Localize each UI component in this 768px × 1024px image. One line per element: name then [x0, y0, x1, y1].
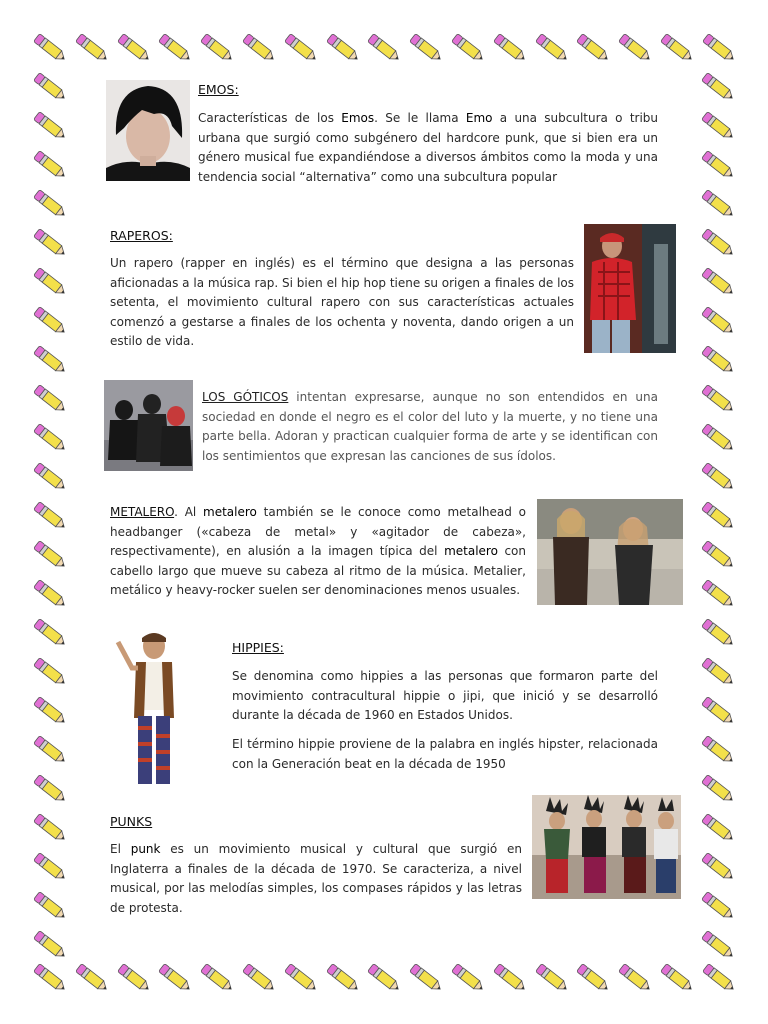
- pencil-icon: [30, 574, 70, 614]
- raperos-text: Un rapero (rapper en inglés) es el término que designa a las personas aficionadas a la música rap. Si bien el hip hop tiene su origen a finales de los setenta, el movimiento cultural rapero con sus características actuales comenzó a gestarse a finales de los ochenta y noventa, dando origen a un estilo de vida.: [110, 256, 574, 348]
- pencil-icon: [30, 496, 70, 536]
- pencil-icon: [698, 925, 738, 965]
- pencil-icon: [72, 958, 112, 998]
- pencil-icon: [364, 28, 404, 68]
- pencil-icon: [281, 28, 321, 68]
- pencil-icon: [406, 28, 446, 68]
- pencil-icon: [615, 28, 655, 68]
- hippies-text-2: El término hippie proviene de la palabra en inglés hipster, relacionada con la Generación beat en la década de 1950: [232, 737, 658, 771]
- punks-text: El punk es un movimiento musical y cultural que surgió en Inglaterra a finales de la década de 1970. Se caracteriza, a nivel musical, por las melodías simples, los compases rápidos y las letras de protesta.: [110, 842, 523, 915]
- pencil-icon: [30, 769, 70, 809]
- emos-title: EMOS:: [198, 82, 239, 97]
- pencil-icon: [30, 145, 70, 185]
- pencil-icon: [698, 67, 738, 107]
- pencil-icon: [30, 886, 70, 926]
- pencil-icon: [698, 847, 738, 887]
- pencil-icon: [657, 958, 697, 998]
- pencil-icon: [573, 28, 613, 68]
- pencil-icon: [72, 28, 112, 68]
- pencil-icon: [698, 691, 738, 731]
- pencil-icon: [448, 28, 488, 68]
- pencil-icon: [155, 28, 195, 68]
- rapper-photo: [584, 224, 676, 353]
- pencil-icon: [197, 958, 237, 998]
- pencil-icon: [698, 808, 738, 848]
- pencil-icon: [30, 925, 70, 965]
- pencil-icon: [30, 691, 70, 731]
- pencil-icon: [406, 958, 446, 998]
- pencil-icon: [698, 535, 738, 575]
- pencil-icon: [30, 730, 70, 770]
- pencil-icon: [114, 28, 154, 68]
- pencil-icon: [698, 457, 738, 497]
- pencil-icon: [490, 958, 530, 998]
- pencil-icon: [30, 106, 70, 146]
- metalero-text: METALERO. Al metalero también se le conoce como metalhead o headbanger («cabeza de metal» y «agitador de cabeza», respectivamente), en alusión a la imagen típica del metalero con cabello largo que mueve su cabeza al ritmo de la música. Metalier, metálico y heavy-rocker suelen ser denominaciones menos usuales.: [110, 505, 527, 597]
- metalero-photo: [537, 499, 683, 605]
- pencil-icon: [698, 886, 738, 926]
- pencil-icon: [615, 958, 655, 998]
- pencil-icon: [30, 535, 70, 575]
- goticos-title: LOS GÓTICOS: [202, 390, 289, 404]
- pencil-icon: [573, 958, 613, 998]
- pencil-icon: [30, 847, 70, 887]
- hippies-text-1: Se denomina como hippies a las personas que formaron parte del movimiento contracultural hippie o jipi, que inició y se desarrolló durante la década de 1960 en Estados Unidos.: [232, 669, 658, 722]
- pencil-icon: [448, 958, 488, 998]
- pencil-icon: [30, 418, 70, 458]
- pencil-icon: [30, 652, 70, 692]
- pencil-icon: [698, 418, 738, 458]
- pencil-icon: [698, 613, 738, 653]
- pencil-icon: [30, 184, 70, 224]
- pencil-icon: [698, 106, 738, 146]
- pencil-icon: [155, 958, 195, 998]
- pencil-icon: [30, 613, 70, 653]
- pencil-icon: [30, 379, 70, 419]
- pencil-icon: [114, 958, 154, 998]
- pencil-icon: [698, 730, 738, 770]
- pencil-icon: [239, 28, 279, 68]
- pencil-icon: [30, 67, 70, 107]
- pencil-icon: [490, 28, 530, 68]
- pencil-icon: [30, 223, 70, 263]
- metalero-title: METALERO: [110, 505, 175, 519]
- pencil-icon: [698, 769, 738, 809]
- pencil-icon: [532, 958, 572, 998]
- pencil-icon: [30, 457, 70, 497]
- pencil-icon: [698, 652, 738, 692]
- pencil-icon: [30, 340, 70, 380]
- pencil-icon: [698, 496, 738, 536]
- pencil-icon: [30, 301, 70, 341]
- pencil-icon: [532, 28, 572, 68]
- pencil-icon: [657, 28, 697, 68]
- pencil-icon: [698, 262, 738, 302]
- goth-photo: [104, 380, 193, 471]
- pencil-icon: [698, 184, 738, 224]
- emo-photo: [106, 80, 190, 181]
- pencil-icon: [698, 223, 738, 263]
- pencil-icon: [197, 28, 237, 68]
- goticos-text: LOS GÓTICOS intentan expresarse, aunque no son entendidos en una sociedad en donde el negro es el color del luto y la muerte, y no tiene una parte bella. Adoran y practican cualquier forma de arte y se identifican con los sentimientos que expresan las canciones de sus ídolos.: [202, 390, 658, 463]
- pencil-icon: [698, 301, 738, 341]
- punks-photo: [532, 795, 681, 899]
- pencil-icon: [30, 262, 70, 302]
- emos-text: Características de los Emos. Se le llama Emo a una subcultura o tribu urbana que surgió como subgénero del hardcore punk, que si bien era un género musical fue expandiéndose a diversos ámbitos como la moda y una tendencia social “alternativa” como una subcultura popular: [198, 111, 659, 184]
- punks-title: PUNKS: [110, 814, 153, 829]
- pencil-icon: [30, 28, 70, 68]
- pencil-icon: [698, 574, 738, 614]
- pencil-icon: [698, 145, 738, 185]
- pencil-icon: [698, 340, 738, 380]
- hippies-title: HIPPIES:: [232, 640, 284, 655]
- pencil-icon: [30, 808, 70, 848]
- pencil-icon: [364, 958, 404, 998]
- pencil-icon: [698, 379, 738, 419]
- pencil-icon: [323, 28, 363, 68]
- raperos-title: RAPEROS:: [110, 228, 173, 243]
- pencil-icon: [323, 958, 363, 998]
- hippie-photo: [112, 628, 196, 791]
- pencil-icon: [239, 958, 279, 998]
- pencil-icon: [699, 28, 739, 68]
- pencil-icon: [281, 958, 321, 998]
